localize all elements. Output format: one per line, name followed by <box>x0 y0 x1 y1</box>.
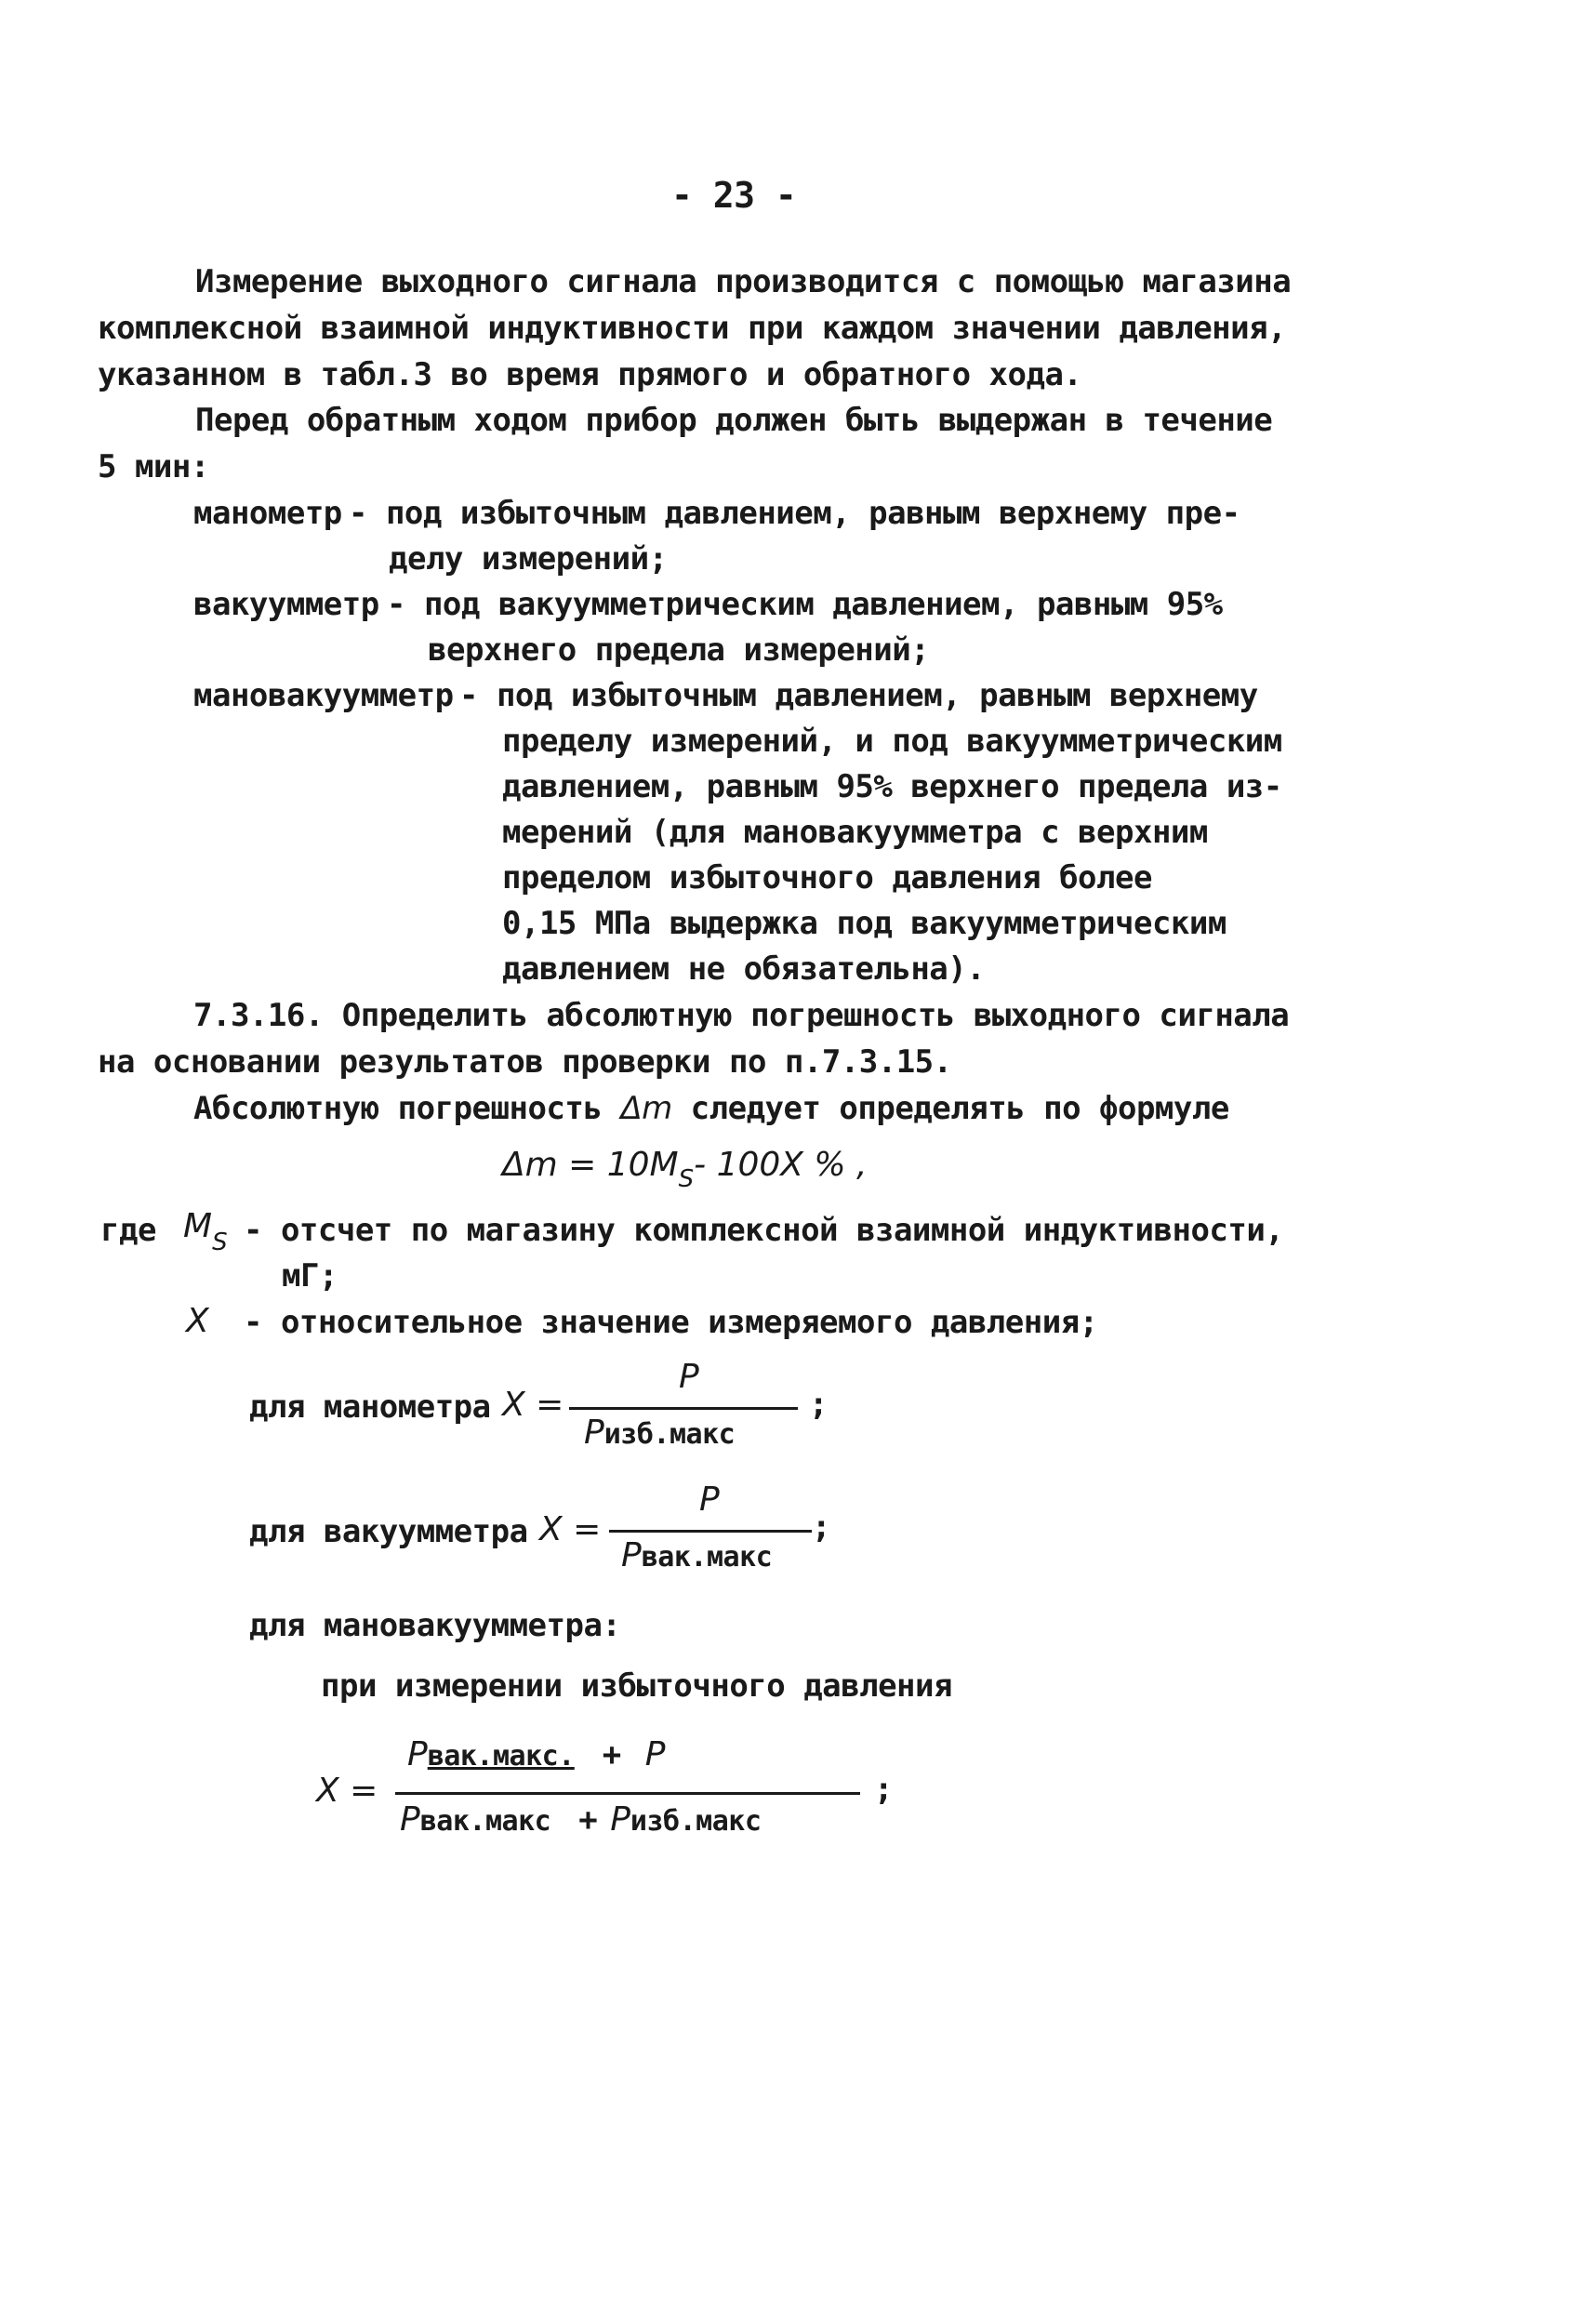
page-number: - 23 - <box>671 175 797 216</box>
list-desc-line: пределу измерений, и под вакуумметрическим <box>502 723 1282 760</box>
list-desc-line: - под избыточным давлением, равным верхнему пре- <box>349 495 1240 532</box>
list-desc-line: давлением не обязательна). <box>502 950 986 988</box>
paragraph-line: Измерение выходного сигнала производится с помощью магазина <box>195 263 1292 300</box>
fraction-denominator: Pизб.макс <box>584 1414 736 1452</box>
formula-end: ; <box>809 1386 828 1423</box>
paragraph-line: Перед обратным ходом прибор должен быть выдержан в течение <box>195 402 1273 439</box>
main-formula: $\Delta m = 10M_S-$ 100X % , <box>502 1146 868 1193</box>
fraction-numerator: P <box>679 1358 699 1396</box>
list-term: мановакуумметр <box>193 677 454 714</box>
fraction-line <box>609 1530 812 1533</box>
delta-m-symbol: Δm <box>620 1090 672 1127</box>
section-line: 7.3.16. Определить абсолютную погрешность выходного сигнала <box>193 997 1290 1034</box>
formula-label: для вакуумметра <box>249 1513 528 1550</box>
list-desc-line: делу измерений; <box>389 540 668 578</box>
formula-end: ; <box>812 1508 830 1546</box>
list-desc-line: давлением, равным 95% верхнего предела из- <box>502 768 1282 805</box>
x-description: - относительное значение измеряемого давления; <box>244 1304 1098 1341</box>
formula-lhs: X = <box>539 1510 602 1548</box>
section-line: на основании результатов проверки по п.7.3.15. <box>98 1043 952 1081</box>
formula-label: для мановакуумметра: <box>249 1607 621 1644</box>
formula-sublabel: при измерении избыточного давления <box>321 1667 952 1705</box>
paragraph-line: 5 мин: <box>98 448 209 485</box>
list-term: вакуумметр <box>193 586 379 623</box>
where-label: где <box>100 1212 156 1249</box>
list-desc-line: 0,15 МПа выдержка под вакуумметрическим <box>502 905 1227 942</box>
list-desc-line: верхнего предела измерений; <box>428 631 930 669</box>
paragraph-line: комплексной взаимной индуктивности при каждом значении давления, <box>98 310 1287 347</box>
section-line: Абсолютную погрешность Δm следует определять по формуле <box>193 1090 1229 1127</box>
ms-description: - отсчет по магазину комплексной взаимной индуктивности, <box>244 1212 1284 1249</box>
formula-end: ; <box>874 1771 893 1808</box>
ms-symbol: $M_S$ <box>183 1207 228 1256</box>
fraction-numerator: P <box>699 1481 720 1519</box>
ms-description: мГ; <box>282 1257 338 1295</box>
fraction-line <box>395 1792 860 1795</box>
paragraph-line: указанном в табл.3 во время прямого и обратного хода. <box>98 356 1082 393</box>
list-desc-line: мерений (для мановакуумметра с верхним <box>502 814 1208 851</box>
list-desc-line: - под вакуумметрическим давлением, равным 95% <box>387 586 1223 623</box>
fraction-denominator: Pвак.макс + Pизб.макс <box>400 1800 762 1839</box>
list-term: манометр <box>193 495 342 532</box>
formula-lhs: X = <box>502 1386 564 1424</box>
fraction-line <box>569 1407 798 1410</box>
formula-label: для манометра <box>249 1388 491 1426</box>
list-desc-line: пределом избыточного давления более <box>502 859 1152 896</box>
list-desc-line: - под избыточным давлением, равным верхнему <box>459 677 1258 714</box>
formula-lhs: X = <box>316 1772 378 1810</box>
x-symbol: X <box>186 1302 209 1340</box>
fraction-denominator: Pвак.макс <box>621 1536 773 1574</box>
fraction-numerator: Pвак.макс. + P <box>407 1735 666 1773</box>
